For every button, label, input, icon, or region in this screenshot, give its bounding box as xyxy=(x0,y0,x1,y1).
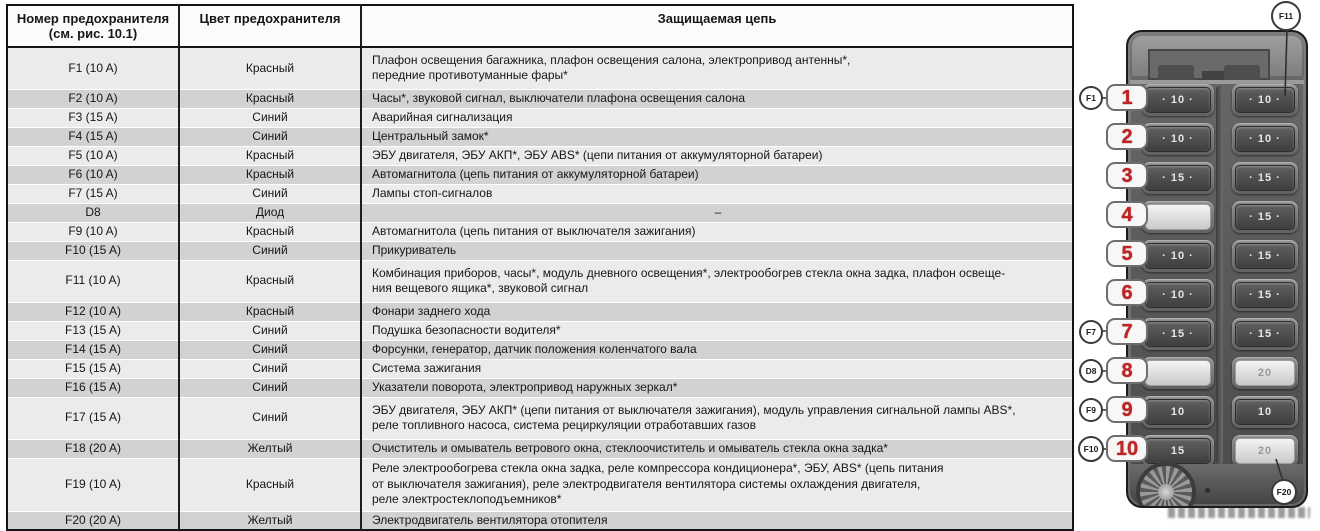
row-number-tab-2 xyxy=(1106,123,1148,150)
fuse-number-cell: F5 (10 A) xyxy=(7,146,179,165)
fuse-number-cell: F20 (20 A) xyxy=(7,511,179,530)
protected-circuit-cell: Система зажигания xyxy=(361,359,1073,378)
callout-f10: F10 xyxy=(1078,436,1104,462)
fuse-row9-right: 10 xyxy=(1235,399,1295,425)
fuse-row5-right: · 15 · xyxy=(1235,243,1295,269)
header-fuse-number xyxy=(7,5,179,47)
table-row xyxy=(7,222,1073,241)
fuse-row5-left: · 10 · xyxy=(1145,243,1211,269)
fuse-row7-left: · 15 · xyxy=(1145,321,1211,347)
table-row xyxy=(7,108,1073,127)
protected-circuit-cell: ЭБУ двигателя, ЭБУ АКП*, ЭБУ ABS* (цепи питания от аккумуляторной батареи) xyxy=(361,146,1073,165)
protected-circuit-cell: Комбинация приборов, часы*, модуль дневного освещения*, электрообогрев стекла окна задка, плафон освеще- ния вещевого ящика*, звуковой сигнал xyxy=(361,260,1073,302)
fuse-color-cell: Желтый xyxy=(179,511,361,530)
protected-circuit-cell: Форсунки, генератор, датчик положения коленчатого вала xyxy=(361,340,1073,359)
table-row xyxy=(7,511,1073,530)
fuse-number-cell: F12 (10 A) xyxy=(7,302,179,321)
table-row xyxy=(7,340,1073,359)
fuse-row8-right: 20 xyxy=(1235,360,1295,386)
fuse-row1-right: · 10 · xyxy=(1235,87,1295,113)
protected-circuit-cell: Прикуриватель xyxy=(361,241,1073,260)
protected-circuit-cell: Подушка безопасности водителя* xyxy=(361,321,1073,340)
protected-circuit-cell: Плафон освещения багажника, плафон освещения салона, электропривод антенны*, передние противотуманные фары* xyxy=(361,47,1073,89)
fuse-number-cell: F18 (20 A) xyxy=(7,439,179,458)
table-row xyxy=(7,89,1073,108)
fuse-color-cell: Синий xyxy=(179,340,361,359)
table-row xyxy=(7,47,1073,89)
fuse-table-body xyxy=(7,47,1073,530)
fuse-table xyxy=(6,4,1074,531)
fuse-number-cell: F10 (15 A) xyxy=(7,241,179,260)
row-number-tab-7 xyxy=(1106,318,1148,345)
table-row xyxy=(7,127,1073,146)
fuse-color-cell: Красный xyxy=(179,47,361,89)
header-fuse-number-line1: Номер предохранителя xyxy=(16,11,170,26)
fusebox-diagram xyxy=(1080,0,1320,525)
fuse-row10-left: 15 xyxy=(1145,438,1211,464)
table-row xyxy=(7,203,1073,222)
callout-f11: F11 xyxy=(1271,1,1301,31)
protected-circuit-cell: Автомагнитола (цепь питания от выключателя зажигания) xyxy=(361,222,1073,241)
table-row xyxy=(7,165,1073,184)
callout-f7: F7 xyxy=(1079,320,1103,344)
fuse-color-cell: Синий xyxy=(179,127,361,146)
row-number-6: 6 xyxy=(1121,281,1133,304)
fuse-row3-left: · 15 · xyxy=(1145,165,1211,191)
fuse-color-cell: Синий xyxy=(179,321,361,340)
row-number-tab-10 xyxy=(1106,435,1148,462)
table-row xyxy=(7,458,1073,511)
fuse-color-cell: Желтый xyxy=(179,439,361,458)
protected-circuit-cell: ЭБУ двигателя, ЭБУ АКП* (цепи питания от выключателя зажигания), модуль управления сигнальной лампы ABS*, реле топливного насоса, система рециркуляции отработавших газов xyxy=(361,397,1073,439)
fuse-color-cell: Красный xyxy=(179,260,361,302)
row-number-7: 7 xyxy=(1121,320,1133,343)
protected-circuit-cell: Очиститель и омыватель ветрового окна, стеклоочиститель и омыватель стекла окна задка* xyxy=(361,439,1073,458)
fuse-row10-right: 20 xyxy=(1235,438,1295,464)
fuse-row6-left: · 10 · xyxy=(1145,282,1211,308)
table-row xyxy=(7,397,1073,439)
protected-circuit-cell: Реле электрообогрева стекла окна задка, реле компрессора кондиционера*, ЭБУ, ABS* (цепь питания от выключателя зажигания), реле электродвигателя вентилятора системы охлаждения двигателя, реле электростеклоподъемников* xyxy=(361,458,1073,511)
callout-f20: F20 xyxy=(1271,479,1297,505)
table-row xyxy=(7,146,1073,165)
row-number-1: 1 xyxy=(1121,86,1133,109)
protected-circuit-cell: Автомагнитола (цепь питания от аккумуляторной батареи) xyxy=(361,165,1073,184)
table-row xyxy=(7,241,1073,260)
protected-circuit-cell: – xyxy=(361,203,1073,222)
header-protected-circuit: Защищаемая цепь xyxy=(361,5,1073,47)
protected-circuit-cell: Указатели поворота, электропривод наружных зеркал* xyxy=(361,378,1073,397)
callout-f9: F9 xyxy=(1079,398,1103,422)
fuse-row4-right: · 15 · xyxy=(1235,204,1295,230)
table-row xyxy=(7,302,1073,321)
row-number-10: 10 xyxy=(1115,437,1139,460)
fuse-number-cell: F3 (15 A) xyxy=(7,108,179,127)
fuse-color-cell: Диод xyxy=(179,203,361,222)
fuse-number-cell: F6 (10 A) xyxy=(7,165,179,184)
fuse-number-cell: F17 (15 A) xyxy=(7,397,179,439)
leader-line-f11 xyxy=(1285,30,1287,96)
fuse-number-cell: F16 (15 A) xyxy=(7,378,179,397)
table-row xyxy=(7,359,1073,378)
fuse-number-cell: F9 (10 A) xyxy=(7,222,179,241)
fuse-row9-left: 10 xyxy=(1145,399,1211,425)
fuse-row2-right: · 10 · xyxy=(1235,126,1295,152)
fuse-number-cell: F19 (10 A) xyxy=(7,458,179,511)
row-number-8: 8 xyxy=(1121,359,1133,382)
fuse-row3-right: · 15 · xyxy=(1235,165,1295,191)
fuse-number-cell: F14 (15 A) xyxy=(7,340,179,359)
table-row xyxy=(7,184,1073,203)
fuse-number-cell: F7 (15 A) xyxy=(7,184,179,203)
fuse-number-cell: F13 (15 A) xyxy=(7,321,179,340)
row-number-4: 4 xyxy=(1121,203,1133,226)
fuse-color-cell: Синий xyxy=(179,397,361,439)
fuse-number-cell: D8 xyxy=(7,203,179,222)
table-header-row xyxy=(7,5,1073,47)
leader-line-f20 xyxy=(1276,459,1283,481)
fuse-color-cell: Красный xyxy=(179,458,361,511)
fuse-number-cell: F2 (10 A) xyxy=(7,89,179,108)
row-number-tab-1 xyxy=(1106,84,1148,111)
fuse-color-cell: Красный xyxy=(179,302,361,321)
fuse-row2-left: · 10 · xyxy=(1145,126,1211,152)
header-fuse-color: Цвет предохранителя xyxy=(179,5,361,47)
callout-f1: F1 xyxy=(1079,86,1103,110)
fuse-color-cell: Красный xyxy=(179,89,361,108)
protected-circuit-cell: Центральный замок* xyxy=(361,127,1073,146)
fuse-color-cell: Синий xyxy=(179,378,361,397)
fuse-number-cell: F11 (10 A) xyxy=(7,260,179,302)
callout-d8: D8 xyxy=(1079,359,1103,383)
row-number-tab-6 xyxy=(1106,279,1148,306)
protected-circuit-cell: Аварийная сигнализация xyxy=(361,108,1073,127)
protected-circuit-cell: Часы*, звуковой сигнал, выключатели плафона освещения салона xyxy=(361,89,1073,108)
row-number-2: 2 xyxy=(1121,125,1133,148)
row-number-tab-8 xyxy=(1106,357,1148,384)
table-row xyxy=(7,321,1073,340)
fuse-number-cell: F15 (15 A) xyxy=(7,359,179,378)
fuse-number-cell: F1 (10 A) xyxy=(7,47,179,89)
fuse-color-cell: Красный xyxy=(179,146,361,165)
fuse-color-cell: Красный xyxy=(179,165,361,184)
row-number-tab-9 xyxy=(1106,396,1148,423)
fuse-color-cell: Синий xyxy=(179,241,361,260)
table-row xyxy=(7,439,1073,458)
fuse-color-cell: Синий xyxy=(179,108,361,127)
fuse-color-cell: Красный xyxy=(179,222,361,241)
row-number-9: 9 xyxy=(1121,398,1133,421)
row-number-tab-5 xyxy=(1106,240,1148,267)
protected-circuit-cell: Фонари заднего хода xyxy=(361,302,1073,321)
protected-circuit-cell: Лампы стоп-сигналов xyxy=(361,184,1073,203)
row-number-tab-4 xyxy=(1106,201,1148,228)
table-row xyxy=(7,260,1073,302)
row-number-5: 5 xyxy=(1121,242,1133,265)
row-number-3: 3 xyxy=(1121,164,1133,187)
table-row xyxy=(7,378,1073,397)
row-number-tab-3 xyxy=(1106,162,1148,189)
fuse-row7-right: · 15 · xyxy=(1235,321,1295,347)
fuse-row1-left: · 10 · xyxy=(1145,87,1211,113)
fuse-color-cell: Синий xyxy=(179,359,361,378)
header-fuse-number-line2: (см. рис. 10.1) xyxy=(48,26,138,41)
protected-circuit-cell: Электродвигатель вентилятора отопителя xyxy=(361,511,1073,530)
fuse-number-cell: F4 (15 A) xyxy=(7,127,179,146)
fuse-color-cell: Синий xyxy=(179,184,361,203)
fuse-row6-right: · 15 · xyxy=(1235,282,1295,308)
